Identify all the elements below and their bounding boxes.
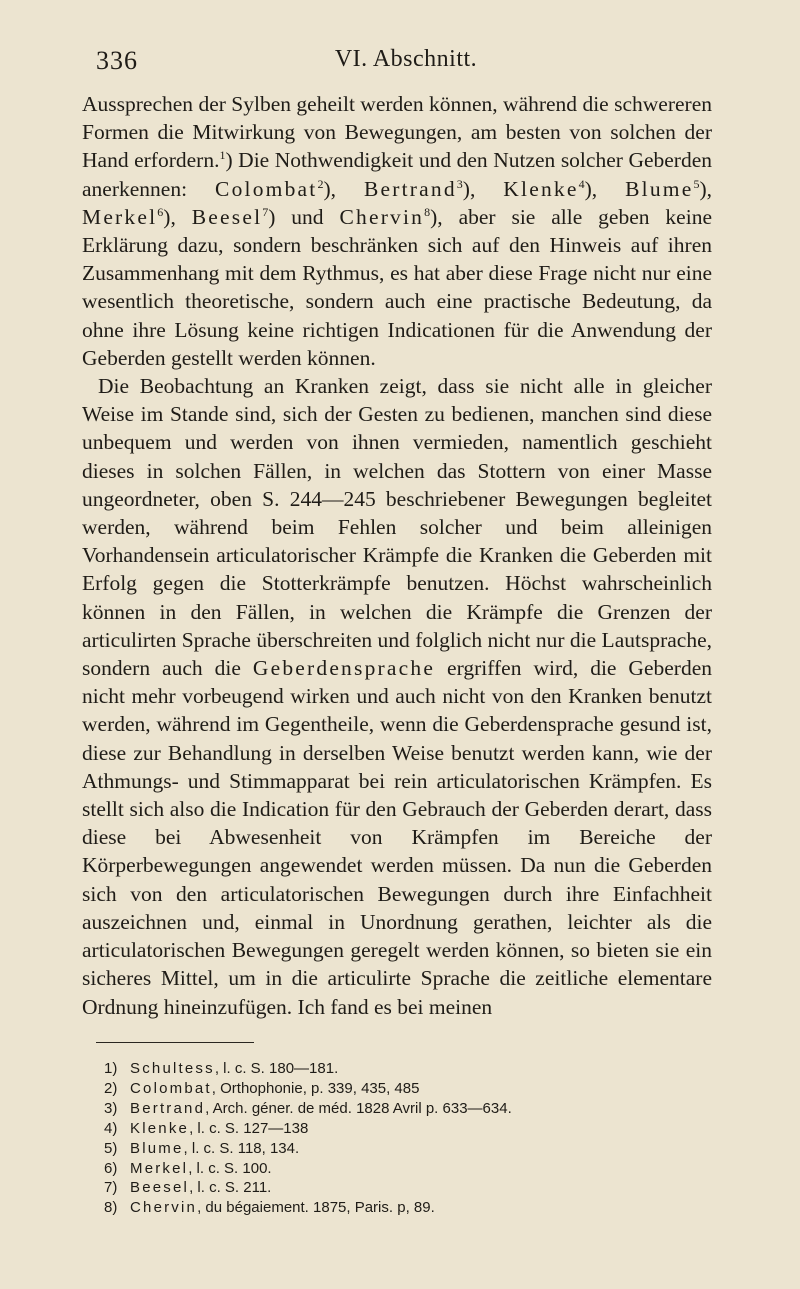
paragraph-2 [82,372,712,1021]
footnote-ref: 1 [219,148,226,163]
footnote-author: Blume [130,1139,184,1157]
footnote-author: Beesel [130,1179,190,1197]
text-run: Aussprechen der Sylben geheilt werden können, während die schwereren Formen die Mitwirkung von Bewegungen, am besten von solchen der Hand erfordern. [82,92,712,173]
text-run: ), [323,176,364,201]
footnote-text: , Arch. géner. de méd. 1828 Avril p. 633—634. [205,1099,512,1117]
running-head: VI. Abschnitt. [334,46,478,72]
footnote-divider [96,1042,254,1043]
footnote-text: , l. c. S. 211. [189,1179,272,1197]
footnotes [104,1059,744,1218]
footnote-number: 8) [104,1199,118,1217]
text-run: ) und [268,204,340,229]
footnote-text: , l. c. S. 118, 134. [183,1139,300,1157]
footnote-text: , Orthophonie, p. 339, 435, 485 [211,1079,420,1097]
footnote [104,1079,744,1099]
text-run: ergriffen wird, die Geberden nicht mehr vorbeugend wirken und auch nicht von den Kranken benutzt werden, während im Gegentheile, wenn die Geberdensprache gesund ist, diese zur Behandlung in derselben Weise benutzt werden kann, wie der Athmungs- und Stimmapparat bei rein articulatorischen Krämpfen. Es stellt sich also die Indication für den Gebrauch der Geberden derart, dass diese bei Abwesenheit von Krämpfen im Bereiche der Körperbewegungen angewendet werden müssen. Da nun die Geberden sich von den articulatorischen Bewegungen durch ihre Einfachheit auszeichnen und, einmal in Unordnung gerathen, leichter als die articulatorischen Bewegungen geregelt werden können, so bieten sie ein sicheres Mittel, um in die articulirte Sprache die zeitliche elementare Ordnung hineinzufügen. Ich fand es bei meinen [82,656,712,1019]
footnote-ref: 7 [262,204,269,219]
footnote-author: Bertrand [130,1099,206,1117]
footnote-number: 2) [104,1079,118,1097]
body-text [82,90,712,1021]
footnote [104,1119,744,1139]
footnote-author: Merkel [130,1159,189,1177]
footnote-number: 6) [104,1159,118,1177]
footnote-number: 3) [104,1099,118,1117]
footnote [104,1198,744,1218]
author-name: Klenke [503,176,579,201]
text-run: Die Beobachtung an Kranken zeigt, dass sie nicht alle in gleicher Weise im Stande sind, sich der Gesten zu bedienen, manchen sind diese unbequem und werden von ihnen vermieden, namentlich geschieht dieses in solchen Fällen, in welchen das Stottern von einer Masse ungeordneter, oben S. 244—245 beschriebener Bewegungen begleitet werden, während beim Fehlen solcher und beim alleinigen Vorhandensein articulatorischer Krämpfe die Kranken die Geberden mit Erfolg gegen die Stotterkrämpfe benutzen. Höchst wahrscheinlich können in den Fällen, in welchen die Krämpfe die Grenzen der articulirten Sprache überschreiten und folglich nicht nur die Lautsprache, sondern auch die [82,374,712,681]
footnote [104,1139,744,1159]
footnote-number: 5) [104,1139,118,1157]
footnote-author: Chervin [130,1199,198,1217]
author-name: Colombat [215,176,318,201]
footnote-text: , l. c. S. 127—138 [189,1119,309,1137]
author-name: Beesel [191,204,263,229]
footnote-ref: 2 [317,176,324,191]
text-run: ) Die Nothwendigkeit und den Nutzen solcher Geberden anerkennen: [82,148,713,201]
footnote-ref: 8 [424,204,431,219]
footnote-ref: 6 [157,204,164,219]
footnote-text: , l. c. S. 180—181. [214,1060,339,1077]
page-number: 336 [96,46,138,75]
footnote-number: 4) [104,1119,118,1137]
footnote-ref: 5 [693,176,700,191]
author-name: Blume [625,176,694,201]
footnote-ref: 4 [578,176,585,191]
paragraph-1 [82,90,712,372]
footnote-author: Klenke [130,1119,190,1137]
author-name: Chervin [339,204,425,229]
author-name: Bertrand [363,176,457,201]
footnote-author: Schultess [130,1060,215,1077]
footnote [104,1099,744,1119]
text-run: ), [699,176,712,201]
text-run: ), [462,176,504,201]
footnote [104,1159,744,1179]
text-run: ), [163,204,192,229]
page-header [96,46,716,82]
text-run: ), [584,176,626,201]
footnote-ref: 3 [456,176,463,191]
footnote [104,1178,744,1198]
footnote-text: , du bégaiement. 1875, Paris. p, 89. [197,1199,435,1217]
footnote-number: 7) [104,1179,118,1197]
text-run: ), aber sie alle geben keine Erklärung dazu, sondern beschränken sich auf den Hinweis auf ihren Zusammenhang mit dem Rythmus, es hat aber diese Frage nicht nur eine wesentlich theoretische, sondern auch eine practische Bedeutung, da ohne ihre Lösung keine richtigen Indicationen für die Anwendung der Geberden gestellt werden können. [82,204,712,370]
author-name: Merkel [82,204,158,229]
footnote-text: , l. c. S. 100. [188,1159,272,1177]
footnote-author: Colombat [130,1079,212,1097]
emphasized-term: Geberdensprache [252,656,436,681]
footnote [104,1059,744,1079]
footnote-number: 1) [104,1060,118,1077]
